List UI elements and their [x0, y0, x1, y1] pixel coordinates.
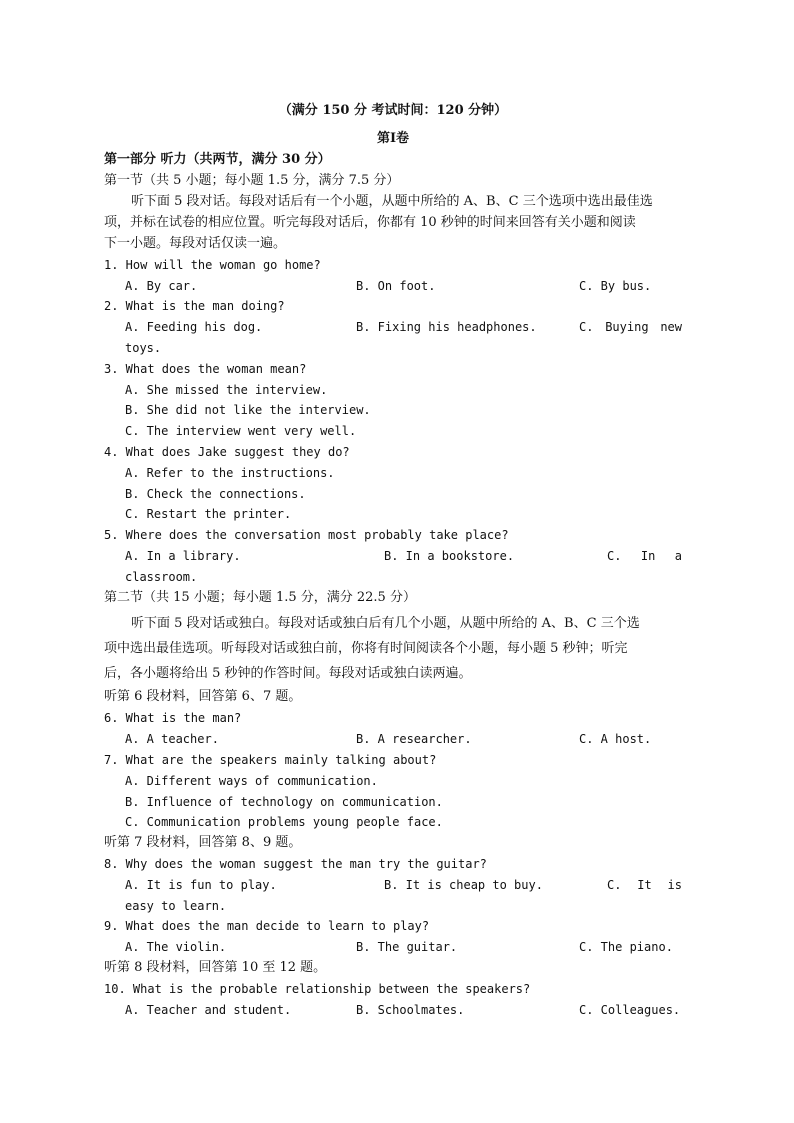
material-heading: 听第 8 段材料，回答第 10 至 12 题。 — [104, 960, 327, 975]
option-c: C. Colleagues. — [579, 1003, 681, 1017]
option-c-word: is — [667, 878, 682, 892]
question-stem: 6. What is the man? — [104, 711, 242, 725]
option-c — [607, 875, 682, 895]
option-continuation: easy to learn. — [125, 899, 227, 913]
question-stem: 10. What is the probable relationship between the speakers? — [104, 982, 531, 996]
option-c: C. The interview went very well. — [125, 424, 357, 438]
option-b: B. It is cheap to buy. — [384, 878, 543, 892]
option-b: B. Schoolmates. — [356, 1003, 465, 1017]
section-title: 第一节（共 5 小题；每小题 1.5 分，满分 7.5 分） — [104, 173, 400, 188]
option-b: B. In a bookstore. — [384, 549, 515, 563]
option-c: C. Restart the printer. — [125, 507, 292, 521]
volume-title: 第Ⅰ卷 — [376, 131, 410, 146]
option-a: A. Different ways of communication. — [125, 774, 378, 788]
question-stem: 2. What is the man doing? — [104, 299, 285, 313]
question-stem: 1. How will the woman go home? — [104, 258, 321, 272]
instruction-line: 后，各小题将给出 5 秒钟的作答时间。每段对话或独白读两遍。 — [104, 666, 472, 681]
part-title: 第一部分 听力（共两节，满分 30 分） — [104, 152, 331, 167]
section-title: 第二节（共 15 小题；每小题 1.5 分，满分 22.5 分） — [104, 590, 416, 605]
option-c — [579, 317, 682, 337]
option-c-word: C. — [579, 320, 594, 334]
option-b: B. The guitar. — [356, 940, 458, 954]
instruction-line: 听下面 5 段对话或独白。每段对话或独白后有几个小题，从题中所给的 A、B、C 三个选 — [131, 616, 640, 631]
option-c-word: new — [660, 320, 682, 334]
option-b: B. Influence of technology on communication. — [125, 795, 443, 809]
question-stem: 8. Why does the woman suggest the man try the guitar? — [104, 857, 487, 871]
option-b: B. She did not like the interview. — [125, 403, 371, 417]
question-stem: 9. What does the man decide to learn to play? — [104, 919, 430, 933]
option-c-word: It — [637, 878, 652, 892]
material-heading: 听第 6 段材料，回答第 6、7 题。 — [104, 689, 302, 704]
option-a: A. Refer to the instructions. — [125, 466, 335, 480]
question-stem: 4. What does Jake suggest they do? — [104, 445, 350, 459]
exam-subtitle: （满分 150 分 考试时间：120 分钟） — [278, 103, 508, 118]
option-c: C. Communication problems young people face. — [125, 815, 443, 829]
question-stem: 5. Where does the conversation most probably take place? — [104, 528, 509, 542]
option-c-word: C. — [607, 878, 622, 892]
option-a: A. The violin. — [125, 940, 227, 954]
instruction-line: 下一小题。每段对话仅读一遍。 — [104, 236, 287, 251]
option-b: B. A researcher. — [356, 732, 472, 746]
option-c-word: Buying — [605, 320, 649, 334]
material-heading: 听第 7 段材料，回答第 8、9 题。 — [104, 835, 302, 850]
question-stem: 3. What does the woman mean? — [104, 362, 307, 376]
option-c-word: In — [640, 549, 656, 563]
option-b: B. Fixing his headphones. — [356, 320, 537, 334]
option-a: A. By car. — [125, 279, 198, 293]
option-a: A. Teacher and student. — [125, 1003, 292, 1017]
option-c-word: a — [674, 549, 682, 563]
option-b: B. On foot. — [356, 279, 436, 293]
question-stem: 7. What are the speakers mainly talking about? — [104, 753, 437, 767]
option-a: A. In a library. — [125, 549, 241, 563]
instruction-line: 项中选出最佳选项。听每段对话或独白前，你将有时间阅读各个小题，每小题 5 秒钟；听完 — [104, 641, 628, 656]
option-continuation: classroom. — [125, 570, 198, 584]
option-c-word: C. — [607, 549, 622, 563]
option-c: C. A host. — [579, 732, 652, 746]
option-c — [607, 546, 682, 566]
option-b: B. Check the connections. — [125, 487, 306, 501]
option-a: A. Feeding his dog. — [125, 320, 263, 334]
instruction-line: 听下面 5 段对话。每段对话后有一个小题，从题中所给的 A、B、C 三个选项中选出最佳选 — [131, 194, 653, 209]
option-c: C. The piano. — [579, 940, 673, 954]
option-a: A. It is fun to play. — [125, 878, 277, 892]
option-a: A. A teacher. — [125, 732, 219, 746]
option-a: A. She missed the interview. — [125, 383, 328, 397]
instruction-line: 项，并标在试卷的相应位置。听完每段对话后，你都有 10 秒钟的时间来回答有关小题和阅读 — [104, 215, 636, 230]
option-continuation: toys. — [125, 341, 162, 355]
option-c: C. By bus. — [579, 279, 652, 293]
